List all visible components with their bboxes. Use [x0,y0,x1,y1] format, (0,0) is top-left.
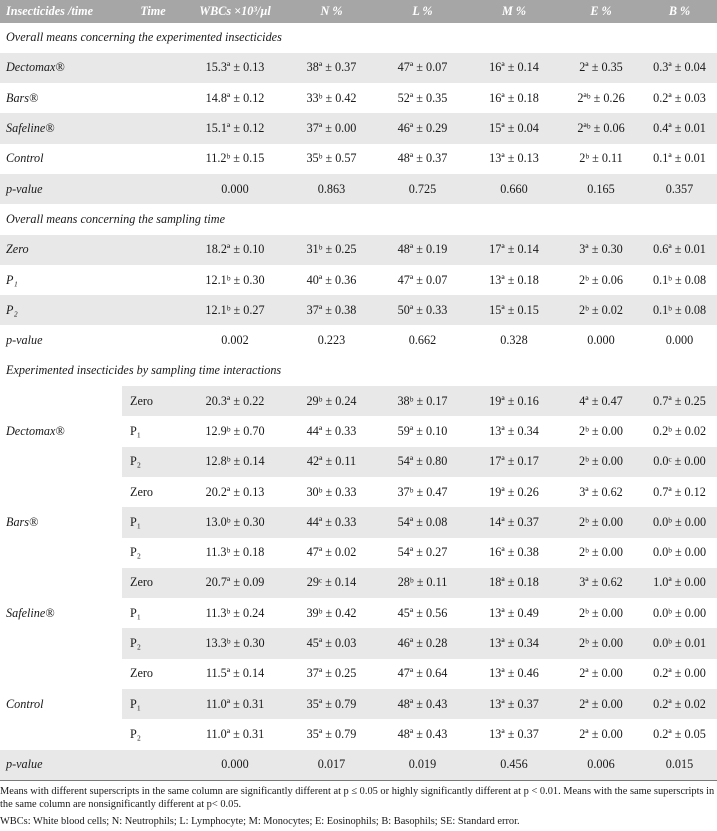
row-label: P₂ [0,295,122,325]
header-cell: E % [560,0,642,23]
section-title: Experimented insecticides by sampling time interactions [0,356,717,386]
time-cell [122,113,184,143]
value-cell: 38ª ± 0.37 [286,53,377,83]
value-cell: 17ª ± 0.14 [468,235,560,265]
value-cell: 2ᵇ ± 0.00 [560,507,642,537]
value-cell: 20.3ª ± 0.22 [184,386,286,416]
row-label: Bars® [0,83,122,113]
value-cell: 0.2ª ± 0.00 [642,659,717,689]
value-cell: 29ᶜ ± 0.14 [286,568,377,598]
value-cell: 16ª ± 0.18 [468,83,560,113]
table-row [0,295,717,325]
value-cell: 0.863 [286,174,377,204]
value-cell: 0.2ª ± 0.05 [642,719,717,749]
header-row [0,0,717,23]
value-cell: 15ª ± 0.15 [468,295,560,325]
footnote-rule [0,780,717,781]
value-cell: 13ª ± 0.13 [468,144,560,174]
time-cell [122,83,184,113]
value-cell: 0.1ᵇ ± 0.08 [642,265,717,295]
section-title-row [0,356,717,386]
value-cell: 13ª ± 0.18 [468,265,560,295]
value-cell: 54ª ± 0.80 [377,447,468,477]
value-cell: 0.019 [377,750,468,780]
table-row [0,83,717,113]
table-row [0,144,717,174]
row-label: Control [0,144,122,174]
time-cell: Zero [122,386,184,416]
value-cell: 11.3ᵇ ± 0.24 [184,598,286,628]
value-cell: 46ª ± 0.28 [377,628,468,658]
value-cell: 48ª ± 0.19 [377,235,468,265]
value-cell: 47ª ± 0.64 [377,659,468,689]
header-cell: L % [377,0,468,23]
row-label: Safeline® [0,113,122,143]
value-cell: 44ª ± 0.33 [286,507,377,537]
value-cell: 0.0ᵇ ± 0.00 [642,598,717,628]
value-cell: 2ᵇ ± 0.00 [560,538,642,568]
time-cell [122,235,184,265]
value-cell: 0.000 [560,325,642,355]
value-cell: 0.0ᵇ ± 0.01 [642,628,717,658]
section-title: Overall means concerning the sampling time [0,204,717,234]
value-cell: 39ᵇ ± 0.42 [286,598,377,628]
value-cell: 12.1ᵇ ± 0.27 [184,295,286,325]
value-cell: 2ᵇ ± 0.00 [560,628,642,658]
value-cell: 3ª ± 0.30 [560,235,642,265]
value-cell: 0.7ª ± 0.25 [642,386,717,416]
value-cell: 2ᵇ ± 0.00 [560,447,642,477]
value-cell: 0.000 [184,750,286,780]
value-cell: 11.0ª ± 0.31 [184,689,286,719]
value-cell: 50ª ± 0.33 [377,295,468,325]
value-cell: 0.357 [642,174,717,204]
value-cell: 0.2ª ± 0.02 [642,689,717,719]
value-cell: 16ª ± 0.14 [468,53,560,83]
value-cell: 0.0ᵇ ± 0.00 [642,538,717,568]
value-cell: 30ᵇ ± 0.33 [286,477,377,507]
value-cell: 2ᵇ ± 0.11 [560,144,642,174]
value-cell: 52ª ± 0.35 [377,83,468,113]
value-cell: 47ª ± 0.07 [377,265,468,295]
value-cell: 2ᵇ ± 0.00 [560,416,642,446]
row-label: Zero [0,235,122,265]
header-cell: Insecticides /time [0,0,122,23]
value-cell: 17ª ± 0.17 [468,447,560,477]
value-cell: 3ª ± 0.62 [560,477,642,507]
value-cell: 40ª ± 0.36 [286,265,377,295]
section-title-row [0,204,717,234]
p-value-row [0,325,717,355]
value-cell: 13ª ± 0.34 [468,416,560,446]
table-row [0,265,717,295]
value-cell: 42ª ± 0.11 [286,447,377,477]
value-cell: 0.660 [468,174,560,204]
value-cell: 0.2ª ± 0.03 [642,83,717,113]
time-cell [122,174,184,204]
time-cell: P₂ [122,628,184,658]
value-cell: 15.1ª ± 0.12 [184,113,286,143]
table-row [0,53,717,83]
value-cell: 12.1ᵇ ± 0.30 [184,265,286,295]
value-cell: 13ª ± 0.46 [468,659,560,689]
table-row [0,113,717,143]
value-cell: 0.000 [642,325,717,355]
value-cell: 13ª ± 0.37 [468,719,560,749]
time-cell [122,265,184,295]
footnote-abbreviations: WBCs: White blood cells; N: Neutrophils; L: Lymphocyte; M: Monocytes; E: Eosinophils; B: Basophils; SE: Standard error. [0,816,520,827]
group-label: Control [0,659,122,750]
header-cell: Time [122,0,184,23]
value-cell: 37ª ± 0.00 [286,113,377,143]
value-cell: 0.3ª ± 0.04 [642,53,717,83]
value-cell: 45ª ± 0.03 [286,628,377,658]
value-cell: 2ᵇ ± 0.06 [560,265,642,295]
value-cell: 2ᵇ ± 0.02 [560,295,642,325]
value-cell: 28ᵇ ± 0.11 [377,568,468,598]
value-cell: 0.017 [286,750,377,780]
value-cell: 47ª ± 0.02 [286,538,377,568]
time-cell: P₂ [122,447,184,477]
value-cell: 0.000 [184,174,286,204]
value-cell: 46ª ± 0.29 [377,113,468,143]
value-cell: 3ª ± 0.62 [560,568,642,598]
value-cell: 35ᵇ ± 0.57 [286,144,377,174]
time-cell: Zero [122,659,184,689]
value-cell: 48ª ± 0.37 [377,144,468,174]
time-cell: P₁ [122,507,184,537]
value-cell: 0.002 [184,325,286,355]
header-cell: WBCs ×10³/µl [184,0,286,23]
time-cell: P₁ [122,416,184,446]
value-cell: 2ªᵇ ± 0.26 [560,83,642,113]
value-cell: 19ª ± 0.26 [468,477,560,507]
section-title: Overall means concerning the experimented insecticides [0,23,717,53]
value-cell: 13.3ᵇ ± 0.30 [184,628,286,658]
value-cell: 0.015 [642,750,717,780]
value-cell: 38ᵇ ± 0.17 [377,386,468,416]
value-cell: 18ª ± 0.18 [468,568,560,598]
value-cell: 2ª ± 0.00 [560,719,642,749]
value-cell: 54ª ± 0.27 [377,538,468,568]
value-cell: 35ª ± 0.79 [286,719,377,749]
p-value-row [0,174,717,204]
value-cell: 2ª ± 0.00 [560,689,642,719]
value-cell: 16ª ± 0.38 [468,538,560,568]
time-cell [122,750,184,780]
table-row [0,659,717,689]
value-cell: 0.328 [468,325,560,355]
table-row [0,477,717,507]
value-cell: 37ª ± 0.38 [286,295,377,325]
value-cell: 29ᵇ ± 0.24 [286,386,377,416]
value-cell: 14ª ± 0.37 [468,507,560,537]
value-cell: 20.2ª ± 0.13 [184,477,286,507]
value-cell: 0.662 [377,325,468,355]
value-cell: 0.2ᵇ ± 0.02 [642,416,717,446]
time-cell [122,325,184,355]
row-label: P₁ [0,265,122,295]
time-cell [122,295,184,325]
value-cell: 13ª ± 0.37 [468,689,560,719]
value-cell: 0.6ª ± 0.01 [642,235,717,265]
footnote-significance: Means with different superscripts in the same column are significantly different at p ≤ 0.05 or highly significantly different at p < 0.01. Means with the same superscripts in the same column are nonsignificantly different at p< 0.05. [0,786,715,810]
time-cell [122,53,184,83]
value-cell: 0.4ª ± 0.01 [642,113,717,143]
row-label: p-value [0,325,122,355]
group-label: Safeline® [0,568,122,659]
value-cell: 20.7ª ± 0.09 [184,568,286,598]
group-label: Dectomax® [0,386,122,477]
value-cell: 2ªᵇ ± 0.06 [560,113,642,143]
value-cell: 31ᵇ ± 0.25 [286,235,377,265]
value-cell: 0.0ᵇ ± 0.00 [642,507,717,537]
value-cell: 12.8ᵇ ± 0.14 [184,447,286,477]
header-cell: M % [468,0,560,23]
value-cell: 11.3ᵇ ± 0.18 [184,538,286,568]
value-cell: 47ª ± 0.07 [377,53,468,83]
value-cell: 0.165 [560,174,642,204]
value-cell: 15ª ± 0.04 [468,113,560,143]
value-cell: 37ª ± 0.25 [286,659,377,689]
value-cell: 0.223 [286,325,377,355]
value-cell: 54ª ± 0.08 [377,507,468,537]
value-cell: 44ª ± 0.33 [286,416,377,446]
value-cell: 0.456 [468,750,560,780]
table-row [0,235,717,265]
value-cell: 45ª ± 0.56 [377,598,468,628]
section-title-row [0,23,717,53]
table-row [0,386,717,416]
table-row [0,568,717,598]
value-cell: 13ª ± 0.49 [468,598,560,628]
value-cell: 37ᵇ ± 0.47 [377,477,468,507]
value-cell: 2ᵇ ± 0.00 [560,598,642,628]
row-label: p-value [0,174,122,204]
row-label: p-value [0,750,122,780]
value-cell: 13.0ᵇ ± 0.30 [184,507,286,537]
value-cell: 33ᵇ ± 0.42 [286,83,377,113]
value-cell: 0.1ª ± 0.01 [642,144,717,174]
value-cell: 2ª ± 0.00 [560,659,642,689]
value-cell: 13ª ± 0.34 [468,628,560,658]
value-cell: 0.7ª ± 0.12 [642,477,717,507]
value-cell: 2ª ± 0.35 [560,53,642,83]
time-cell: P₁ [122,598,184,628]
value-cell: 59ª ± 0.10 [377,416,468,446]
value-cell: 4ª ± 0.47 [560,386,642,416]
value-cell: 1.0ª ± 0.00 [642,568,717,598]
group-label: Bars® [0,477,122,568]
value-cell: 0.006 [560,750,642,780]
value-cell: 0.0ᶜ ± 0.00 [642,447,717,477]
p-value-row [0,750,717,780]
value-cell: 19ª ± 0.16 [468,386,560,416]
value-cell: 48ª ± 0.43 [377,719,468,749]
value-cell: 48ª ± 0.43 [377,689,468,719]
value-cell: 0.725 [377,174,468,204]
value-cell: 12.9ᵇ ± 0.70 [184,416,286,446]
time-cell: Zero [122,477,184,507]
time-cell: P₁ [122,689,184,719]
value-cell: 18.2ª ± 0.10 [184,235,286,265]
value-cell: 11.0ª ± 0.31 [184,719,286,749]
time-cell: P₂ [122,719,184,749]
time-cell [122,144,184,174]
header-cell: N % [286,0,377,23]
value-cell: 11.2ᵇ ± 0.15 [184,144,286,174]
time-cell: Zero [122,568,184,598]
value-cell: 0.1ᵇ ± 0.08 [642,295,717,325]
value-cell: 11.5ª ± 0.14 [184,659,286,689]
time-cell: P₂ [122,538,184,568]
header-cell: B % [642,0,717,23]
value-cell: 35ª ± 0.79 [286,689,377,719]
value-cell: 14.8ª ± 0.12 [184,83,286,113]
value-cell: 15.3ª ± 0.13 [184,53,286,83]
row-label: Dectomax® [0,53,122,83]
